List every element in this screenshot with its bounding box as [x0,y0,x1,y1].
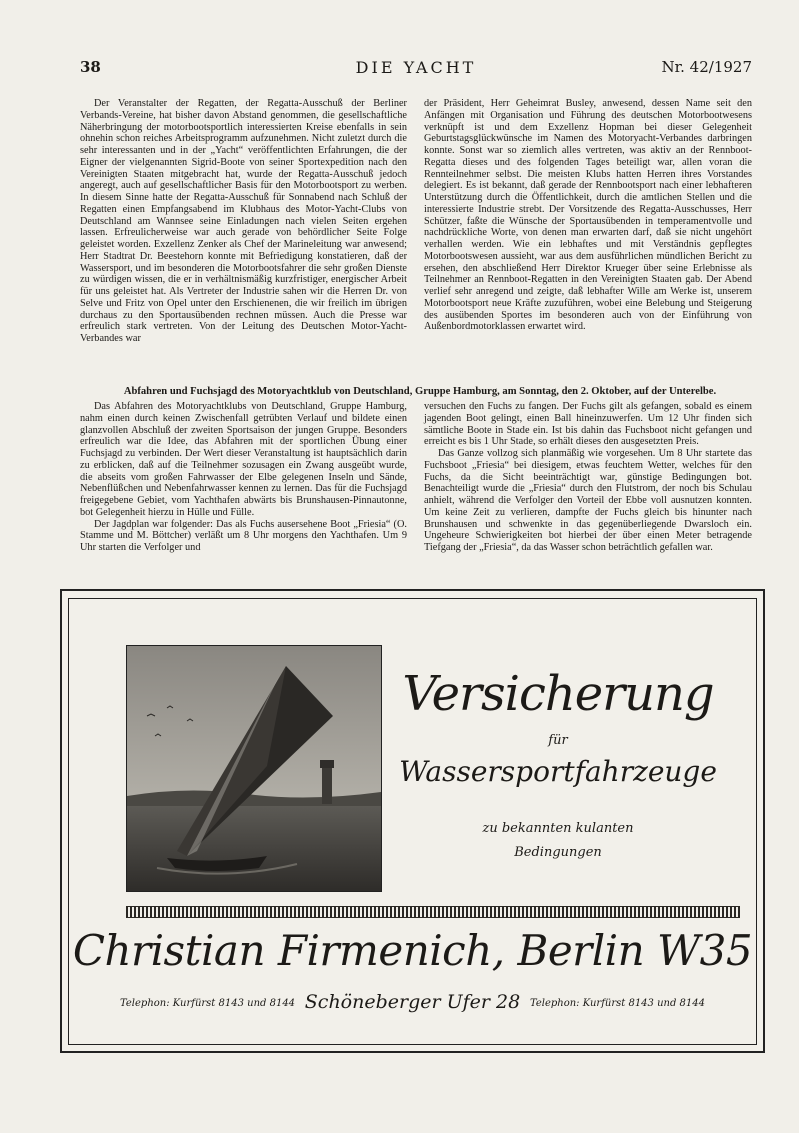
paragraph: versuchen den Fuchs zu fangen. Der Fuchs gilt als gefangen, sobald es einem jagenden Boot gelingt, einen Ball hineinzuwerfen. Um 12 Uhr finden sich sämtliche Boote in Stade ein. Ist bis dahin das Fuchsboot nicht gefangen und erreicht es bis 1 Uhr Stade, so erhält dieses den ausgesetzten Preis. [424,401,752,448]
paragraph: Der Jagdplan war folgender: Das als Fuchs ausersehene Boot „Friesia“ (O. Stamme und M. Böttcher) verläßt um 8 Uhr morgens den Yachthafen. Um 9 Uhr starten die Verfolger und [80,518,407,553]
ad-title: Versicherung [402,666,714,722]
magazine-title: DIE YACHT [355,58,477,77]
paragraph: Das Ganze vollzog sich planmäßig wie vorgesehen. Um 8 Uhr startete das Fuchsboot „Friesia“ bei diesigem, etwas feuchtem Wetter, welches für den Fuchs, da die Sicht beeinträchtigt war, günstige Bedingungen bot. Benachteiligt wurde die „Friesia“ durch den Flutstrom, der noch bis Schulau anhielt, während die Verfolger den Vorteil der Ebbe voll ausnutzen konnten. Um keine Zeit zu verlieren, dampfte der Fuchs gleich bis hinunter nach Brunshausen und schwenkte in das gegenüberliegende Dwarsloch ein. Ungeheure Schwierigkeiten bot hierbei der über einen Meter betragende Tiefgang der „Friesia“, da das Wasser schon beträchtlich gefallen war. [424,448,752,553]
ad-address: Schöneberger Ufer 28 [304,991,521,1013]
page-header [80,58,752,82]
section-heading: Abfahren und Fuchsjagd des Motoryachtklub von Deutschland, Gruppe Hamburg, am Sonntag, den 2. Oktober, auf der Unterelbe. [123,386,717,397]
paragraph: der Präsident, Herr Geheimrat Busley, anwesend, dessen Name seit den Anfängen mit Organisation und Führung des deutschen Motorbootwesens verknüpft ist und dem Exzellenz Hopman bei dieser Gelegenheit Geburtstagsglückwünsche im Namen des Motoryacht-Verbandes darbringen konnte. Sonst war so ziemlich alles vertreten, was aktiv an der Rennboot-Regatta dieses und des folgenden Tages beteiligt war, allen voran die Rennteilnehmer selbst. Die meisten Klubs hatten Herren ihres Vorstandes delegiert. Es ist bekannt, daß gerade der Rennbootsport nach einer lebhafteren Unterstützung durch die Öffentlichkeit, durch die amtlichen Stellen und die interessierte Industrie strebt. Der Vorsitzende des Regatta-Ausschusses, Herr Schützer, faßte die Wünsche der Sportausübenden in temperamentvolle und nachdrückliche Worte, von denen man erwarten darf, daß sie nicht ungehört verhallen werden. Wie ein lebhaftes und mit Verständnis gepflegtes Motorbootswesen aussieht, war aus dem ausführlichen mündlichen Bericht zu ersehen, den abschließend Herr Direktor Krueger über seine Erlebnisse als Teilnehmer an Rennboot-Regatten in den Vereinigten Staaten gab. Der Abend verlief sehr anregend und zeigte, daß lebhafter Wille am Werke ist, unserem Motorbootsport neue Kräfte zuzuführen, wobei eine Belebung und Steigerung des ausübenden Sportes im besonderen auch von der Einführung von Außenbordmotorklassen erwartet wird. [424,98,752,333]
ad-terms-line1: zu bekannten kulanten [482,821,634,836]
ornamental-divider [126,906,740,918]
ad-company-name: Christian Firmenich, Berlin W35 [72,926,753,975]
ad-subject: Wassersportfahrzeuge [399,755,717,788]
sailboat-photo [126,645,382,892]
paragraph: Das Abfahren des Motoryachtklubs von Deutschland, Gruppe Hamburg, nahm einen durch keinen Zwischenfall getrübten Verlauf und bildete einen glanzvollen Abschluß der zweiten Sportsaison der jungen Gruppe. Besonders erfreulich war die Idee, das Abfahren mit der sportlichen Übung einer Fuchsjagd zu verbinden. Der Wert dieser Veranstaltung ist hauptsächlich darin zu erblicken, daß auf die Teilnehmer sozusagen ein Zwang ausgeübt wurde, die abseits vom großen Fahrwasser der Elbe gelegenen Inseln und Sände, Nebenflüßchen und Nebenfahrwasser kennen zu lernen. Das für die Fuchsjagd freigegebene Gebiet, vom Yachthafen abwärts bis Brunshausen-Pinnautonne, bot Gelegenheit hierzu in Hülle und Fülle. [80,401,407,518]
issue-number: Nr. 42/1927 [661,58,752,76]
insurance-advertisement [60,589,765,1053]
article-column-right [424,98,752,333]
article-column-left [80,98,407,345]
ad-fuer: für [548,733,568,748]
article-column-right [424,401,752,554]
ad-terms-line2: Bedingungen [514,845,602,860]
paragraph: Der Veranstalter der Regatten, der Regatta-Ausschuß der Berliner Verbands-Vereine, hat bisher davon Abstand genommen, die gesellschaftliche Näherbringung der motorbootsportlich interessierten Kreise ebenfalls in sein ohnehin schon reiches Arbeitsprogramm aufzunehmen. Nicht zuletzt durch die sehr interessanten und in der „Yacht“ veröffentlichten Erfahrungen, die der Eigner der vielgenannten Sigrid-Boote von seiner Sportexpedition nach den Vereinigten Staaten mitgebracht hat, wurde der Regatta-Ausschuß jedoch angeregt, auch auf gesellschaftlicher Basis für den Motorbootsport zu werben. In diesem Sinne hatte der Regatta-Ausschuß für Sonnabend nach Schluß der Regatten einen Empfangsabend im Klubhaus des Motor-Yacht-Clubs von Deutschland am Wannsee seine Einladungen nach vielen Seiten ergehen lassen. Erfreulicherweise war auch gerade von behördlicher Seite Folge geleistet worden. Exzellenz Zenker als Chef der Marineleitung war anwesend; Herr Stadtrat Dr. Beestehorn konnte mit Befriedigung konstatieren, daß der Wassersport, und im besonderen die Motorbootsfahrer die sehr großen Dienste zu würdigen wissen, die er in verhältnismäßig kurzfristiger, energischer Arbeit für uns geleistet hat. Als Vertreter der Industrie sahen wir die Herren Dr. von Selve und Fritz von Opel unter den Erschienenen, die wir freilich im übrigen durchaus zu den Sportausübenden rechnen müssen. Auch die Presse war erfreulich stark vertreten. Von der Leitung des Deutschen Motor-Yacht-Verbandes war [80,98,407,344]
page-number: 38 [80,58,101,76]
ad-phone-left: Telephon: Kurfürst 8143 und 8144 [120,998,296,1009]
article-column-left [80,401,407,554]
ad-phone-right: Telephon: Kurfürst 8143 und 8144 [529,998,705,1009]
